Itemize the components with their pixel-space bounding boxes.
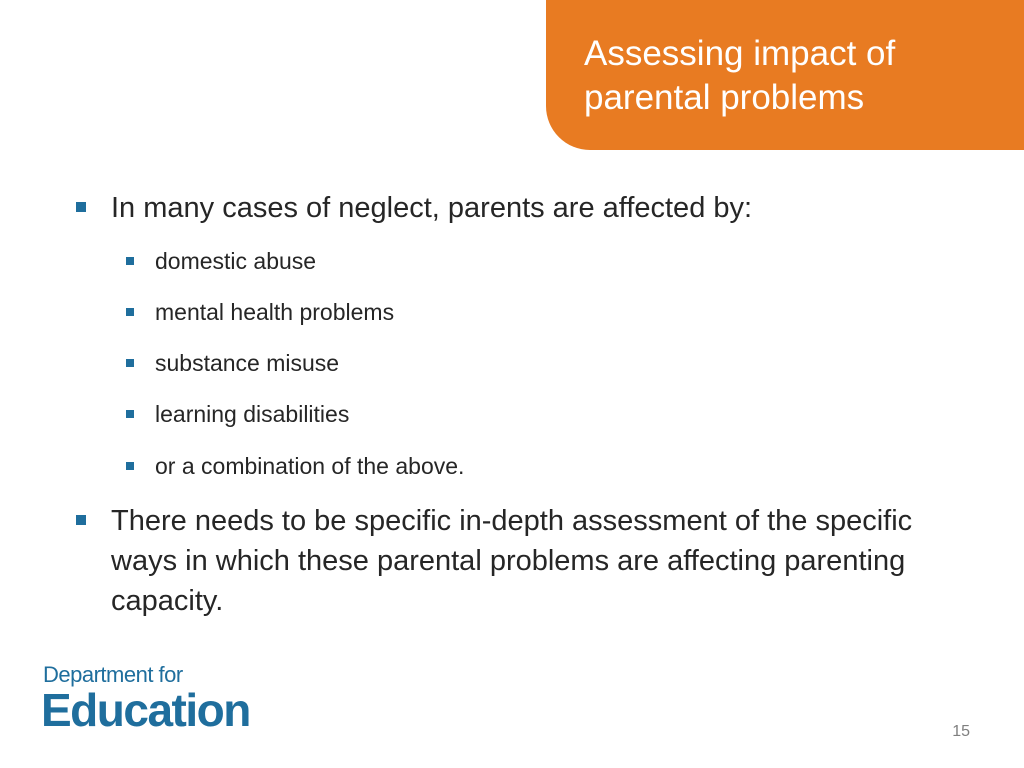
logo-line-2: Education xyxy=(41,684,250,736)
page-number: 15 xyxy=(952,723,970,740)
sub-bullet-text: substance misuse xyxy=(155,350,340,376)
logo-line-1: Department for xyxy=(43,662,183,687)
square-bullet-icon xyxy=(126,462,134,470)
sub-bullet-text: or a combination of the above. xyxy=(155,453,465,479)
sub-bullet-text: mental health problems xyxy=(155,299,395,325)
bullet-text: There needs to be specific in-depth assessment of the specific ways in which these parental problems are affecting parenting capacity. xyxy=(111,505,913,617)
bullet-text: In many cases of neglect, parents are affected by: xyxy=(111,192,753,224)
sub-bullet-text: domestic abuse xyxy=(155,248,317,274)
square-bullet-icon xyxy=(126,257,134,265)
department-for-education-logo xyxy=(43,662,283,734)
square-bullet-icon xyxy=(126,410,134,418)
sub-bullet-text: learning disabilities xyxy=(155,401,350,427)
square-bullet-icon xyxy=(126,359,134,367)
slide-title: Assessing impact of parental problems xyxy=(584,34,896,117)
title-banner xyxy=(546,0,1024,150)
square-bullet-icon xyxy=(126,308,134,316)
square-bullet-icon xyxy=(76,515,86,525)
square-bullet-icon xyxy=(76,202,86,212)
